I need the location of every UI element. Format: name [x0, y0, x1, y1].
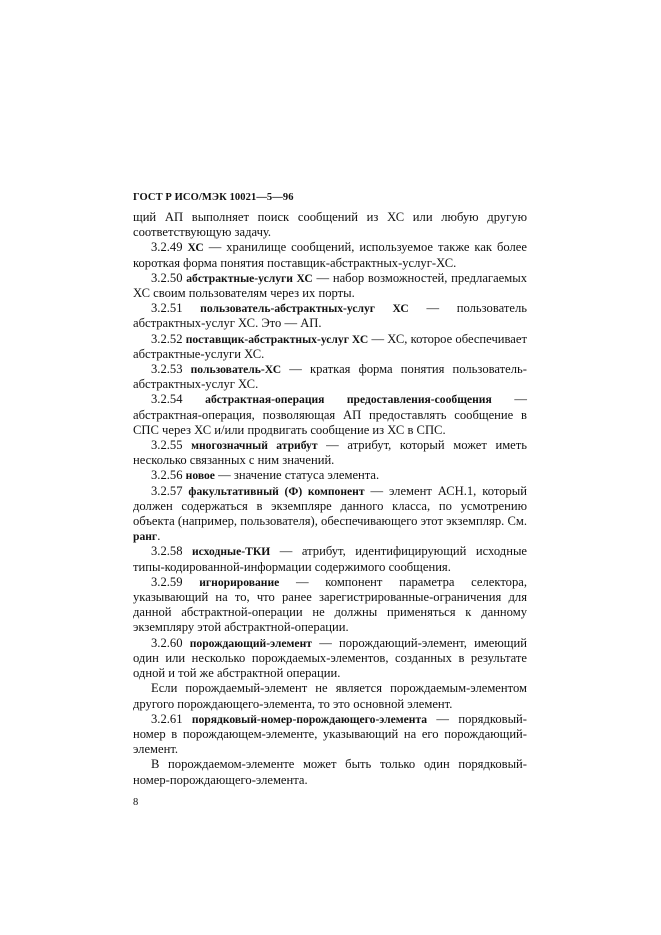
definition-3-2-55 [133, 438, 527, 468]
document-body [133, 210, 527, 788]
term: абстрактная-операция предоставления-сообщения [205, 393, 492, 407]
clause-number: 3.2.59 [151, 574, 200, 589]
term: ХС [187, 241, 204, 255]
paragraph-text: Если порождаемый-элемент не является порождаемым-элементом другого порождающего-элемента, то это основной элемент. [133, 681, 527, 711]
clause-number: 3.2.54 [151, 392, 206, 407]
definition-3-2-59 [133, 575, 527, 636]
clause-number: 3.2.49 [151, 240, 188, 255]
clause-number: 3.2.52 [151, 331, 186, 346]
term: порождающий-элемент [189, 636, 312, 650]
clause-number: 3.2.51 [151, 301, 201, 316]
definition-3-2-61 [133, 712, 527, 758]
definition-text: — атрибут, идентифицирующий исходные типы-кодированной-информации содержимого сообщения. [133, 544, 527, 574]
paragraph-text: щий АП выполняет поиск сообщений из ХС или любую другую соответствующую задачу. [133, 210, 527, 240]
paragraph-text: В порождаемом-элементе может быть только один порядковый-номер-порождающего-элемента. [133, 757, 527, 787]
term: порядковый-номер-порождающего-элемента [191, 712, 428, 726]
term: новое [185, 469, 215, 483]
definition-3-2-50 [133, 271, 527, 301]
document-header: ГОСТ Р ИСО/МЭК 10021—5—96 [133, 192, 294, 203]
term: пользователь-абстрактных-услуг ХС [200, 302, 409, 316]
definition-3-2-53 [133, 362, 527, 392]
definition-3-2-49 [133, 240, 527, 270]
definition-text: — пользователь абстрактных-услуг ХС. Это — АП. [133, 301, 528, 331]
term: поставщик-абстрактных-услуг ХС [185, 332, 369, 346]
definition-3-2-57 [133, 484, 527, 545]
term: пользователь-ХС [190, 363, 282, 377]
clause-number: 3.2.60 [151, 635, 190, 650]
clause-number: 3.2.55 [151, 438, 192, 453]
term: абстрактные-услуги ХС [186, 271, 313, 285]
term: исходные-ТКИ [192, 545, 271, 559]
cross-reference-term: ранг [133, 530, 158, 544]
definition-text: — атрибут, который может иметь несколько связанных с ним значений. [133, 438, 527, 468]
definition-text: — порождающий-элемент, имеющий один или несколько порождаемых-элементов, созданных в результате одной и той же абстрактной операции. [133, 635, 527, 681]
definition-text: — значение статуса элемента. [214, 468, 380, 483]
definition-text: — порядковый-номер в порождающем-элементе, указывающий на его порождающий-элемент. [133, 711, 527, 757]
clause-number: 3.2.58 [151, 544, 192, 559]
definition-text: . [157, 529, 161, 544]
definition-3-2-60 [133, 636, 527, 682]
clause-number: 3.2.50 [151, 270, 187, 285]
definition-text: — компонент параметра селектора, указывающий на то, что ранее зарегистрированные-ограничения для данной абстрактной-операции не должны применяться к данному экземпляру этой абстрактной-операции. [133, 574, 527, 635]
clause-number: 3.2.56 [151, 468, 186, 483]
term: игнорирование [199, 575, 280, 589]
clause-number: 3.2.61 [151, 711, 192, 726]
page-number: 8 [133, 797, 139, 808]
definition-text: — абстрактная-операция, позволяющая АП предоставлять сообщение в СПС через ХС и/или продвигать сообщение из ХС в СПС. [133, 392, 528, 437]
definition-3-2-54 [133, 392, 527, 438]
clause-number: 3.2.53 [151, 362, 191, 377]
definition-3-2-56 [133, 468, 527, 483]
definition-text: — элемент АСН.1, который должен содержаться в экземпляре данного класса, по усмотрению объекта (например, пользователя), обеспечивающего этот экземпляр. См. [133, 483, 527, 529]
definition-text: — набор возможностей, предлагаемых ХС своим пользователям через их порты. [133, 270, 527, 301]
term: многозначный атрибут [191, 439, 318, 453]
term: факультативный (Ф) компонент [188, 484, 365, 498]
clause-number: 3.2.57 [151, 483, 189, 498]
definition-text: — краткая форма понятия пользователь-абстрактных-услуг ХС. [133, 362, 527, 392]
paragraph [133, 757, 527, 787]
definition-3-2-52 [133, 332, 527, 362]
paragraph [133, 210, 527, 240]
definition-3-2-51 [133, 301, 527, 331]
definition-text: — ХС, которое обеспечивает абстрактные-услуги ХС. [133, 331, 527, 361]
paragraph [133, 681, 527, 711]
definition-3-2-58 [133, 544, 527, 574]
definition-text: — хранилище сообщений, используемое также как более короткая форма понятия поставщик-абстрактных-услуг-ХС. [133, 240, 527, 270]
